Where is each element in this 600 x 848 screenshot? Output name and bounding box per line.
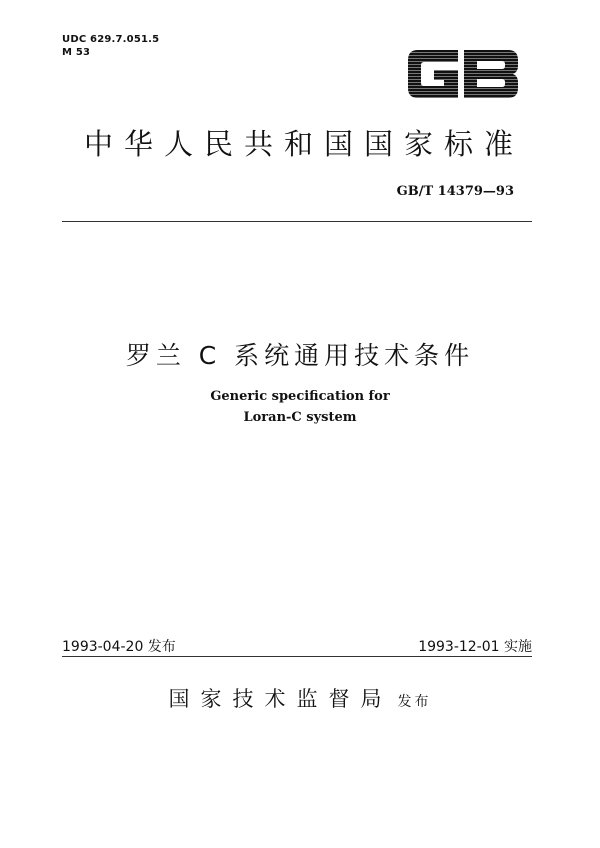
footer-divider: [62, 656, 532, 657]
english-title-line-2: Loran-C system: [243, 410, 357, 425]
category-code: M 53: [62, 47, 91, 58]
issue-date: 1993-04-20 发布: [62, 639, 176, 655]
issuer: [0, 683, 600, 713]
udc-code: UDC 629.7.051.5: [62, 34, 160, 45]
document-title-english: [0, 386, 600, 428]
standard-number: GB/T 14379—93: [396, 184, 514, 199]
classification-block: [62, 33, 159, 59]
document-title-chinese: 罗兰 C 系统通用技术条件: [125, 341, 475, 370]
english-title-line-1: Generic specification for: [210, 389, 390, 404]
header-divider: [62, 221, 532, 222]
issuer-name: 国家技术监督局: [168, 687, 393, 711]
standard-title: 中华人民共和国国家标准: [83, 127, 524, 161]
effective-date: 1993-12-01 实施: [418, 639, 532, 655]
issuer-suffix: 发布: [397, 694, 432, 710]
date-row: [62, 636, 532, 654]
gb-logo-icon: [404, 44, 522, 104]
